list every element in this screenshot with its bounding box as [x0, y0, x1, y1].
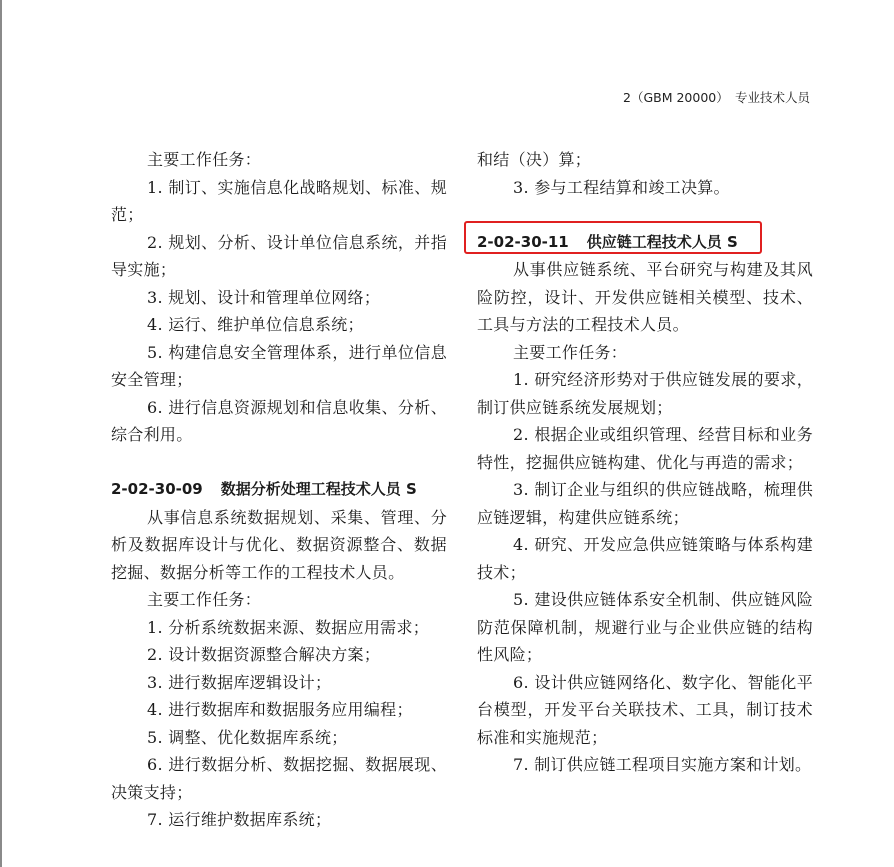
section-gap	[111, 449, 447, 477]
task-item: 3. 规划、设计和管理单位网络；	[147, 287, 381, 307]
task-item: 6. 进行信息资源规划和信息收集、分析、综合利用。	[111, 397, 447, 444]
task-item: 4. 运行、维护单位信息系统；	[147, 315, 364, 334]
task-item: 4. 进行数据库和数据服务应用编程；	[147, 700, 413, 719]
entry-description: 从事供应链系统、平台研究与构建及其风险防控，设计、开发供应链相关模型、技术、工具与方法的工程技术人员。	[477, 260, 813, 334]
task-item: 7. 运行维护数据库系统；	[147, 810, 332, 829]
task-item: 2. 设计数据资源整合解决方案；	[147, 645, 381, 664]
task-item: 5. 调整、优化数据库系统；	[147, 727, 348, 747]
task-item: 5. 构建信息安全管理体系，进行单位信息安全管理；	[111, 342, 447, 389]
page-left-border	[0, 0, 2, 867]
task-item: 1. 分析系统数据来源、数据应用需求；	[147, 617, 430, 637]
task-item: 3. 进行数据库逻辑设计；	[147, 672, 332, 692]
entry-code: 2-02-30-09	[111, 480, 203, 498]
continuation-text: 和结（决）算；	[477, 150, 592, 169]
running-head: 2（GBM 20000） 专业技术人员	[623, 90, 810, 105]
task-item: 2. 规划、分析、设计单位信息系统，并指导实施；	[111, 232, 447, 279]
entry-code: 2-02-30-11	[477, 232, 569, 251]
task-item: 1. 制订、实施信息化战略规划、标准、规范；	[111, 177, 447, 224]
task-item: 1. 研究经济形势对于供应链发展的要求，制订供应链系统发展规划；	[477, 370, 813, 417]
entry-description: 从事信息系统数据规划、采集、管理、分析及数据库设计与优化、数据资源整合、数据挖掘、数据分析等工作的工程技术人员。	[111, 507, 447, 582]
task-item: 3. 参与工程结算和竣工决算。	[513, 177, 730, 197]
task-item: 2. 根据企业或组织管理、经营目标和业务特性，挖掘供应链构建、优化与再造的需求；	[477, 425, 813, 472]
entry-title: 数据分析处理工程技术人员 S	[220, 480, 417, 498]
tasks-label: 主要工作任务：	[147, 150, 262, 169]
task-item: 5. 建设供应链体系安全机制、供应链风险防范保障机制，规避行业与企业供应链的结构性风险；	[477, 590, 813, 664]
task-item: 6. 设计供应链网络化、数字化、智能化平台模型，开发平台关联技术、工具，制订技术标准和实施规范；	[477, 672, 813, 747]
entry-heading-data-analysis	[111, 476, 447, 504]
entry-title: 供应链工程技术人员 S	[586, 232, 738, 251]
task-item: 3. 制订企业与组织的供应链战略，梳理供应链逻辑，构建供应链系统；	[477, 480, 813, 527]
tasks-label: 主要工作任务：	[513, 342, 628, 362]
highlight-box	[464, 221, 762, 254]
left-column	[111, 146, 447, 834]
task-item: 6. 进行数据分析、数据挖掘、数据展现、决策支持；	[111, 755, 447, 802]
task-item: 7. 制订供应链工程项目实施方案和计划。	[513, 755, 812, 774]
task-item: 4. 研究、开发应急供应链策略与体系构建技术；	[477, 535, 813, 582]
tasks-label: 主要工作任务：	[147, 590, 262, 609]
